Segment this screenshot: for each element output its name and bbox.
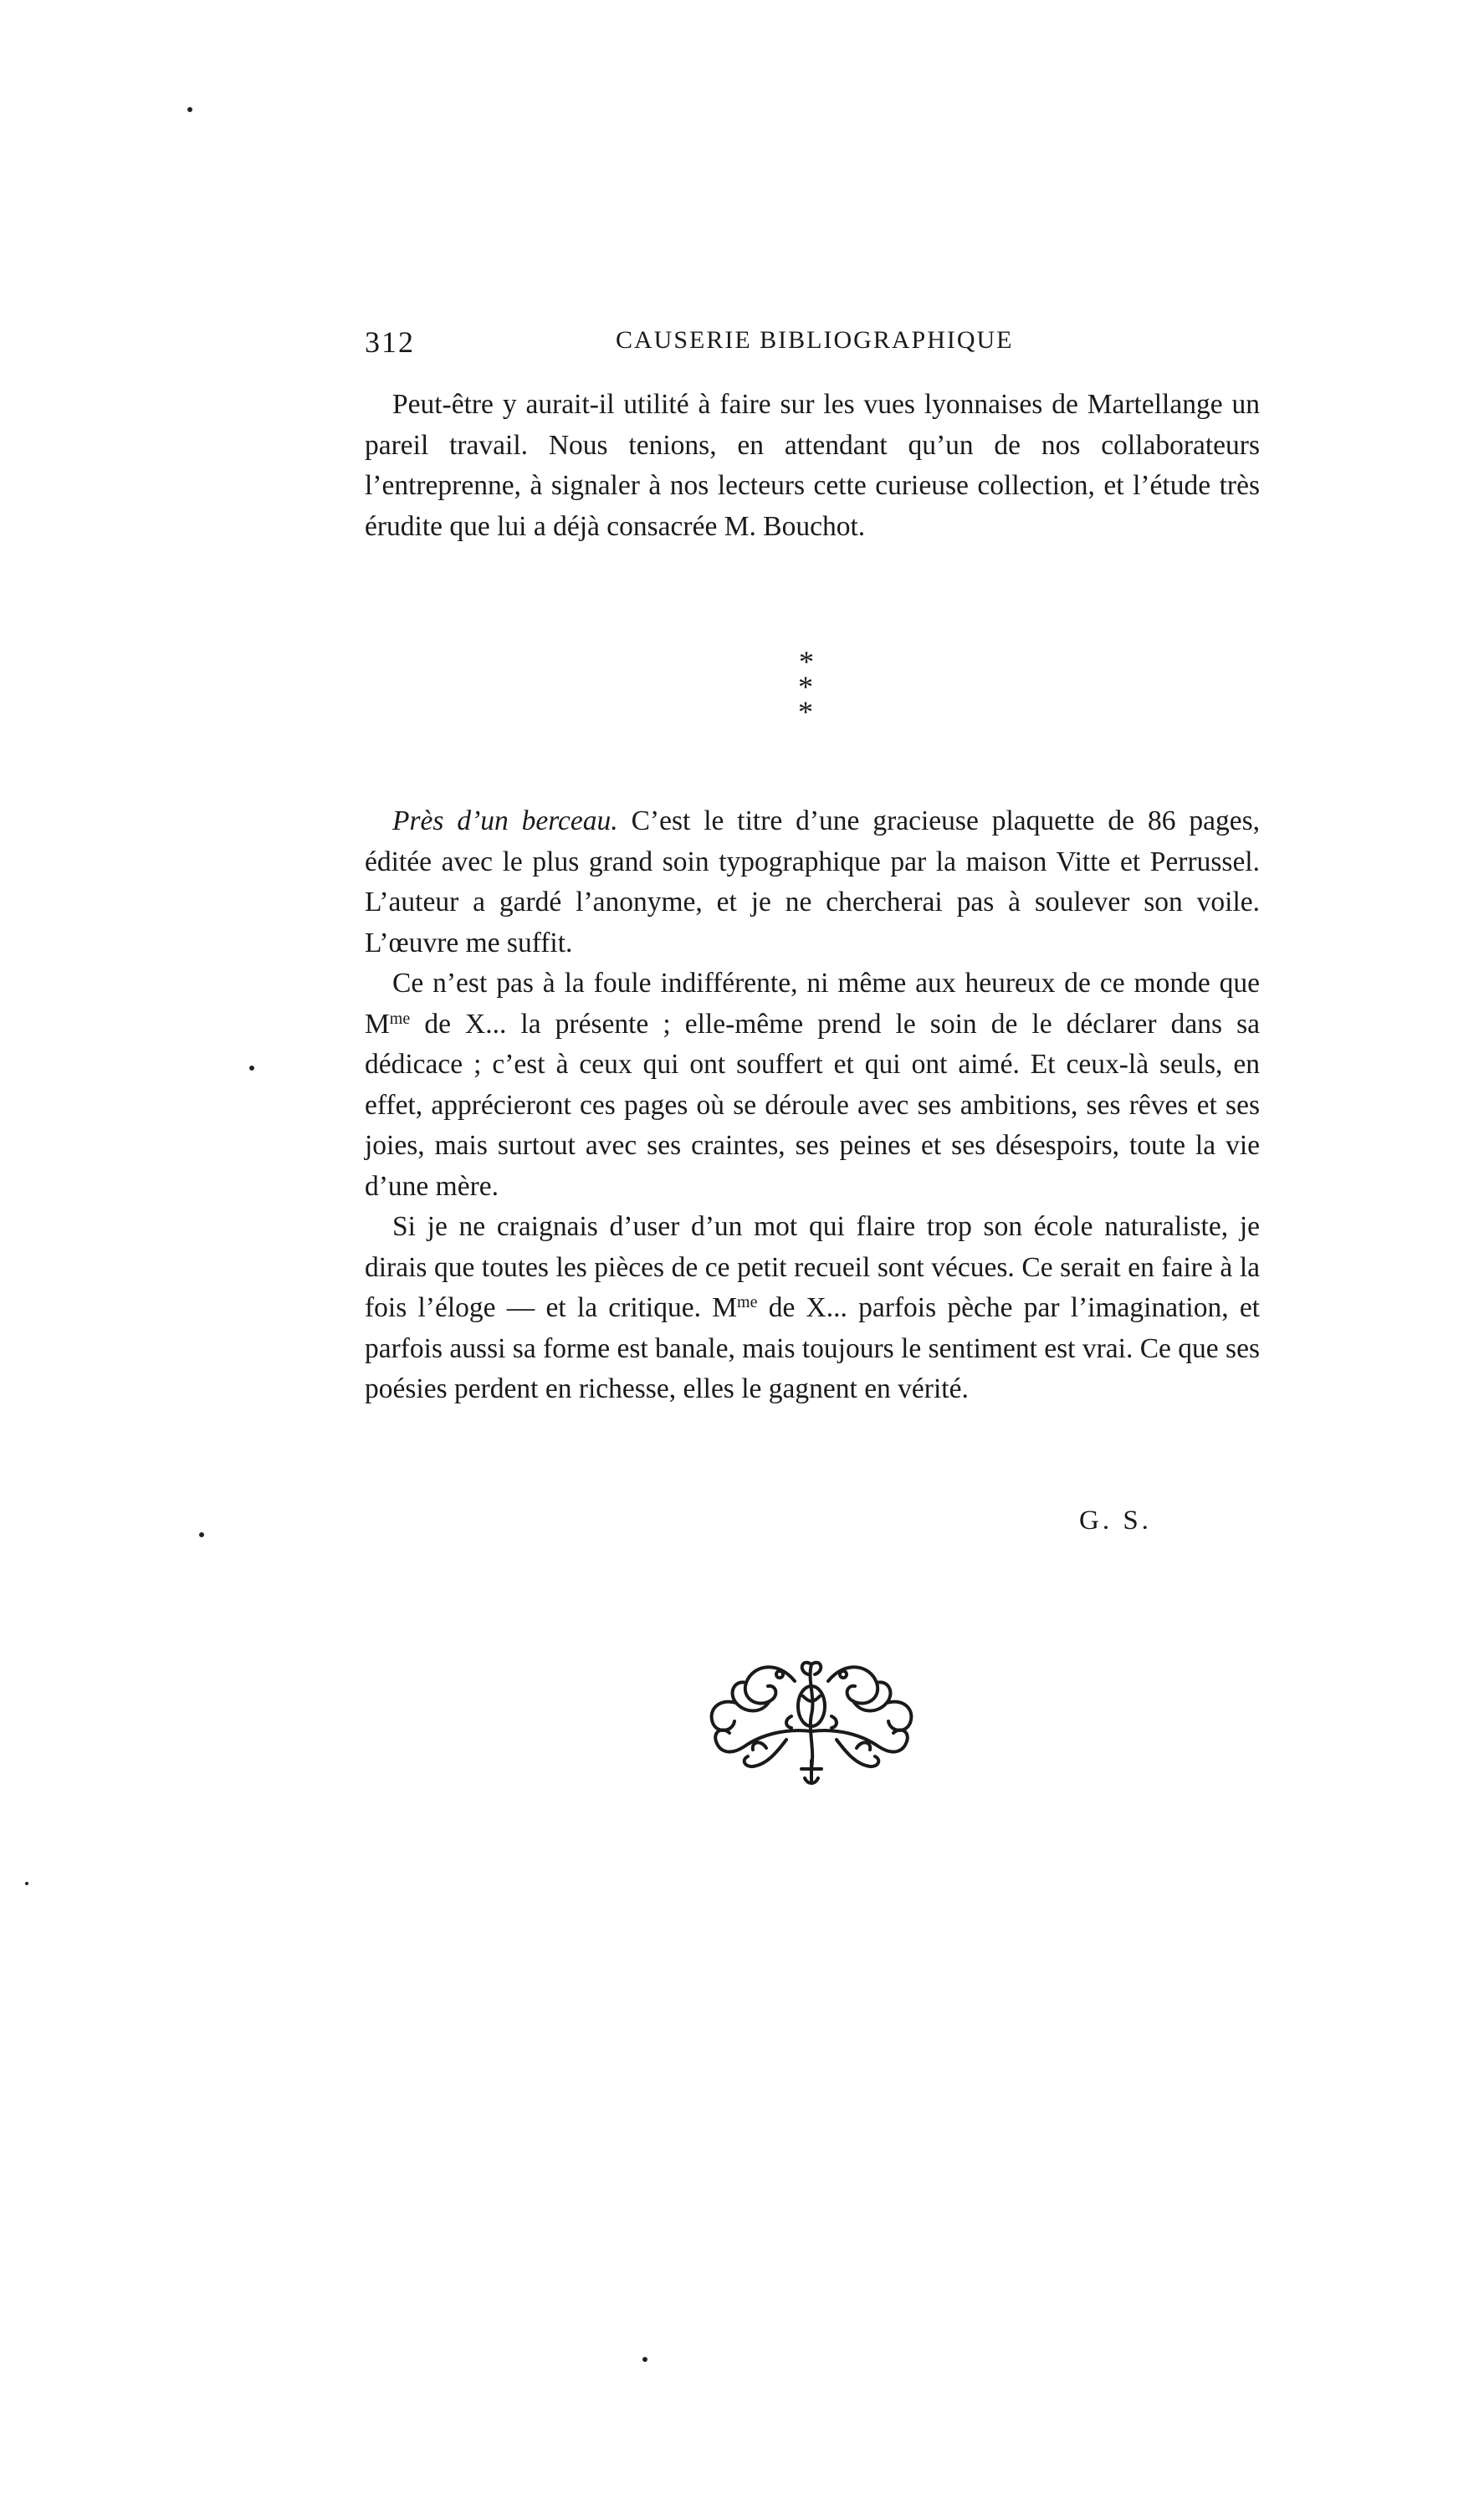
asterism xyxy=(773,645,840,728)
page-number: 312 xyxy=(365,325,415,359)
running-head: CAUSERIE BIBLIOGRAPHIQUE xyxy=(616,326,1014,354)
book-title: Près d’un berceau. xyxy=(392,805,618,836)
review-paragraph-1-text: C’est le titre d’une gracieuse plaquette de 86 pages, éditée avec le plus grand soin typographique par la maison Vitte et Perrussel. L’auteur a gardé l’anonyme, et je ne chercherai pas à soulever son voile. L’œuvre me suffit. xyxy=(365,805,1261,958)
intro-paragraph: Peut-être y aurait-il utilité à faire sur les vues lyonnaises de Martellange un pareil travail. Nous tenions, en attendant qu’un de nos collaborateurs l’entreprenne, à signaler à nos lecteurs cette curieuse collection, et l’étude très érudite que lui a déjà consacrée M. Bouchot. xyxy=(365,389,1260,542)
asterism-bottom: * * xyxy=(798,670,823,728)
ink-speck xyxy=(199,1532,204,1537)
ink-speck xyxy=(25,1882,28,1885)
title-abbrev-sup: me xyxy=(737,1293,758,1311)
review-paragraph-2 xyxy=(365,964,1260,1207)
intro-section xyxy=(365,385,1260,547)
signature: G. S. xyxy=(1079,1505,1152,1536)
ink-speck xyxy=(642,2357,647,2362)
review-paragraph-3-text-a: Si je ne craignais d’user d’un mot qui flaire trop son école naturaliste, je dirais que toutes les pièces de ce petit recueil sont vécues. Ce serait en faire à la fois l’éloge — et la critique. M xyxy=(365,1211,1260,1323)
ink-speck xyxy=(187,107,192,112)
page-header xyxy=(365,325,1260,375)
ink-speck xyxy=(249,1066,254,1071)
review-paragraph-2-text-b: de X... la présente ; elle-même prend le soin de le déclarer dans sa dédicace ; c’est à ceux qui ont souffert et qui ont aimé. Et ceux-là seuls, en effet, apprécieront ces pages où se déroule avec ses ambitions, ses rêves et ses joies, mais surtout avec ses craintes, ses peines et ses désespoirs, toute la vie d’une mère. xyxy=(365,1008,1260,1202)
asterism-top: * xyxy=(799,645,814,678)
review-paragraph-1 xyxy=(365,801,1260,964)
review-paragraph-3-text-b: de X... parfois pèche par l’imagination, et parfois aussi sa forme est banale, mais toujours le sentiment est vrai. Ce que ses poésies perdent en richesse, elles le gagnent en vérité. xyxy=(365,1292,1260,1404)
title-abbrev-sup: me xyxy=(389,1009,411,1028)
review-paragraph-3 xyxy=(365,1207,1260,1410)
review-section xyxy=(365,801,1260,1410)
review-paragraph-2-text-a: Ce n’est pas à la foule indifférente, ni même aux heureux de ce monde que M xyxy=(365,968,1260,1040)
floral-vignette-icon xyxy=(686,1648,937,1790)
